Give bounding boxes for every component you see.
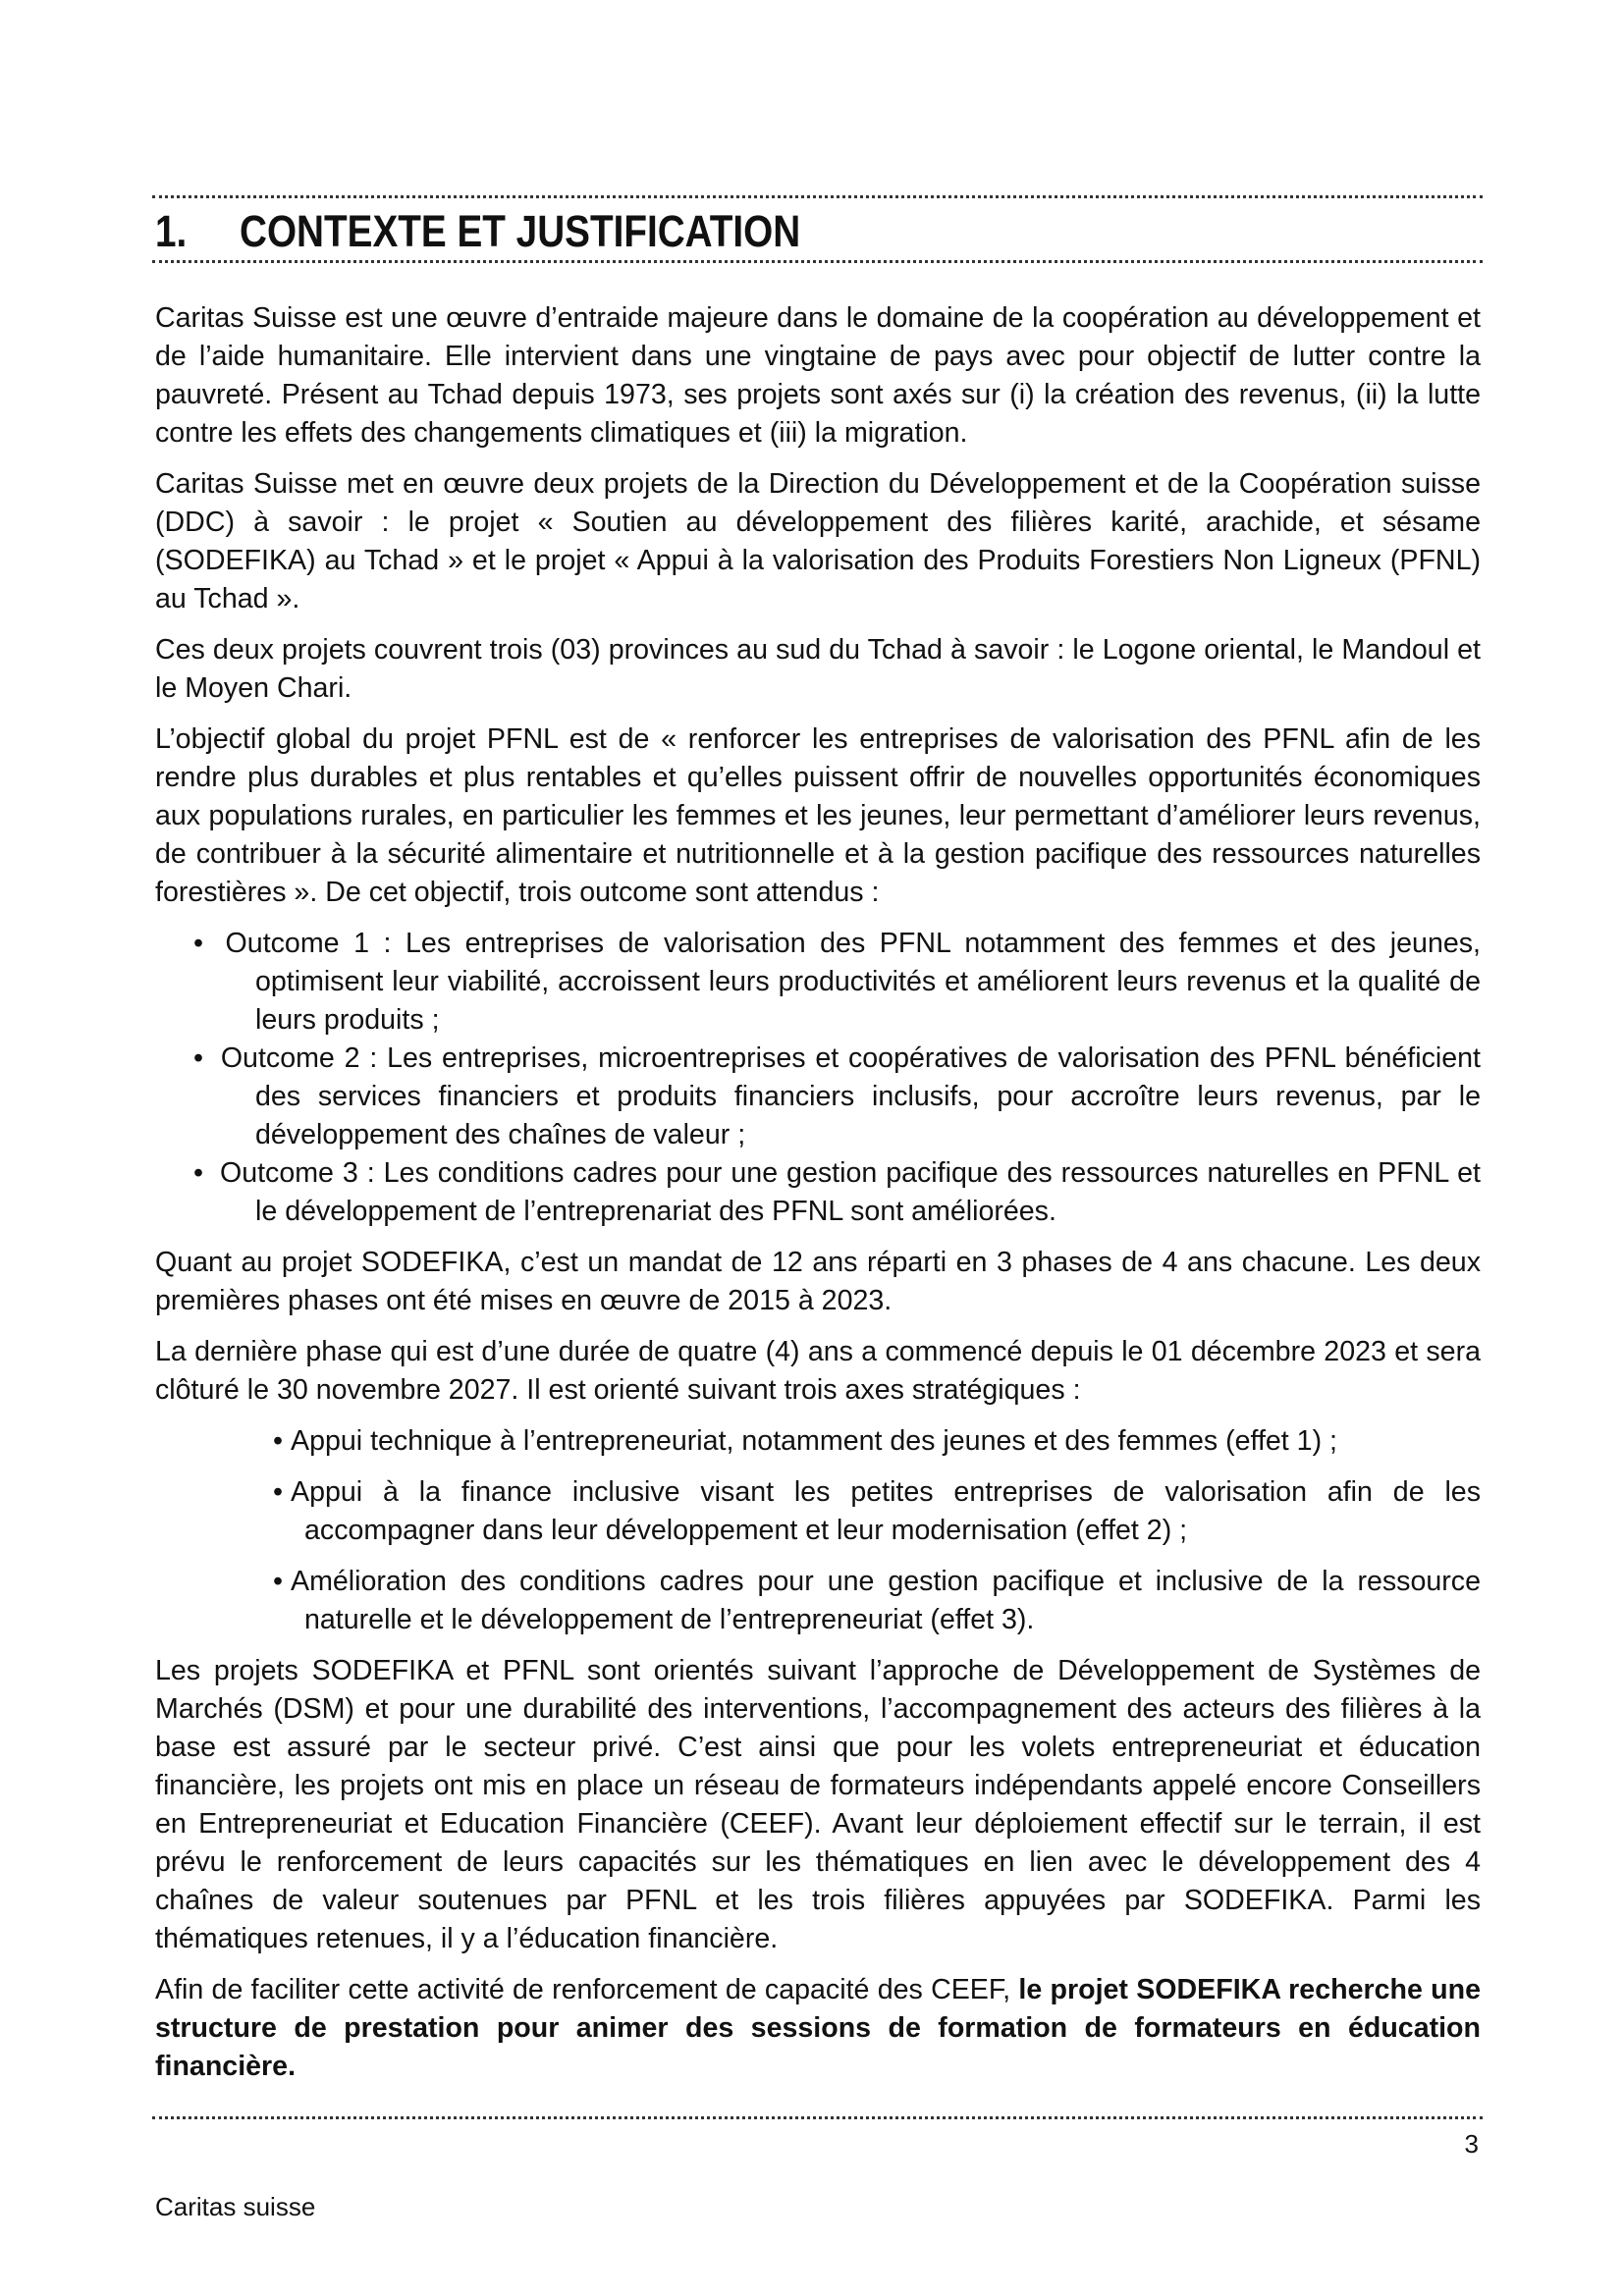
paragraph-caritas-intro: Caritas Suisse est une œuvre d’entraide majeure dans le domaine de la coopération au développement et de l’aide humanitaire. Elle intervient dans une vingtaine de pays avec pour objectif de lutter contre la pauvreté. Présent au Tchad depuis 1973, ses projets sont axés sur (i) la création des revenus, (ii) la lutte contre les effets des changements climatiques et (iii) la migration. [155, 302, 1481, 449]
axis-text: Appui à la finance inclusive visant les petites entreprises de valorisation afin de les accompagner dans leur développement et leur modernisation (effet 2) ; [291, 1476, 1481, 1546]
outcome-text: Outcome 3 : Les conditions cadres pour une gestion pacifique des ressources naturelles en PFNL et le développement de l’entreprenariat des PFNL sont améliorées. [219, 1157, 1481, 1227]
paragraph-ddc-projects: Caritas Suisse met en œuvre deux projets de la Direction du Développement et de la Coopération suisse (DDC) à savoir : le projet « Soutien au développement des filières karité, arachide, et sésame (SODEFIKA) au Tchad » et le projet « Appui à la valorisation des Produits Forestiers Non Ligneux (PFNL) au Tchad ». [155, 468, 1481, 614]
section-number: 1. [155, 206, 188, 256]
bullet-icon: • [193, 1042, 204, 1074]
bullet-icon: • [273, 1476, 284, 1508]
paragraph-dsm-approach: Les projets SODEFIKA et PFNL sont orientés suivant l’approche de Développement de Systèmes de Marchés (DSM) et pour une durabilité des interventions, l’accompagnement des acteurs des filières à la base est assuré par le secteur privé. C’est ainsi que pour les volets entrepreneuriat et éducation financière, les projets ont mis en place un réseau de formateurs indépendants appelé encore Conseillers en Entrepreneuriat et Education Financière (CEEF). Avant leur déploiement effectif sur le terrain, il est prévu le renforcement de leurs capacités sur les thématiques en lien avec le développement des 4 chaînes de valeur soutenues par PFNL et les trois filières appuyées par SODEFIKA. Parmi les thématiques retenues, il y a l’éducation financière. [155, 1655, 1481, 1954]
heading-bottom-rule [152, 260, 1483, 263]
section-title: CONTEXTE ET JUSTIFICATION [240, 206, 801, 256]
list-item [155, 1422, 1481, 1461]
footer-rule [152, 2116, 1483, 2119]
heading-top-rule [152, 195, 1483, 198]
request-bold-text: le projet SODEFIKA recherche une structure de prestation pour animer des sessions de formation de formateurs en éducation financière. [155, 1974, 1481, 2082]
axis-text: Appui technique à l’entrepreneuriat, notamment des jeunes et des femmes (effet 1) ; [291, 1425, 1337, 1457]
strategic-axes-list [155, 1422, 1481, 1639]
list-item [155, 1040, 1481, 1154]
paragraph-pfnl-objective: L’objectif global du projet PFNL est de « renforcer les entreprises de valorisation des PFNL afin de les rendre plus durables et plus rentables et qu’elles puissent offrir de nouvelles opportunités économiques aux populations rurales, en particulier les femmes et les jeunes, leur permettant d’améliorer leurs revenus, de contribuer à la sécurité alimentaire et nutritionnelle et à la gestion pacifique des ressources naturelles forestières ». De cet objectif, trois outcome sont attendus : [155, 723, 1481, 908]
bullet-icon: • [273, 1425, 284, 1457]
list-item [155, 1154, 1481, 1231]
bullet-icon: • [273, 1566, 284, 1597]
list-item [155, 925, 1481, 1040]
paragraph-last-phase: La dernière phase qui est d’une durée de quatre (4) ans a commencé depuis le 01 décembre 2023 et sera clôturé le 30 novembre 2027. Il est orienté suivant trois axes stratégiques : [155, 1336, 1481, 1406]
axis-text: Amélioration des conditions cadres pour une gestion pacifique et inclusive de la ressource naturelle et le développement de l’entrepreneuriat (effet 3). [291, 1566, 1481, 1635]
paragraph-provinces: Ces deux projets couvrent trois (03) provinces au sud du Tchad à savoir : le Logone oriental, le Mandoul et le Moyen Chari. [155, 634, 1481, 704]
page-number: 3 [1464, 2129, 1479, 2159]
section-heading [155, 204, 1253, 259]
paragraph-sodefika-mandate: Quant au projet SODEFIKA, c’est un mandat de 12 ans réparti en 3 phases de 4 ans chacune. Les deux premières phases ont été mises en œuvre de 2015 à 2023. [155, 1247, 1481, 1316]
outcomes-list [155, 925, 1481, 1231]
bullet-icon: • [193, 928, 204, 959]
footer-text: Caritas suisse [155, 2192, 316, 2221]
bullet-icon: • [193, 1157, 204, 1189]
outcome-text: Outcome 1 : Les entreprises de valorisation des PFNL notamment des femmes et des jeunes, optimisent leur viabilité, accroissent leurs productivités et améliorent leurs revenus et la qualité de leurs produits ; [225, 928, 1481, 1036]
paragraph-request [155, 1971, 1481, 2086]
list-item [155, 1563, 1481, 1639]
outcome-text: Outcome 2 : Les entreprises, microentreprises et coopératives de valorisation des PFNL bénéficient des services financiers et produits financiers inclusifs, pour accroître leurs revenus, par le développement des chaînes de valeur ; [220, 1042, 1481, 1150]
document-body [155, 299, 1481, 2099]
request-lead-text: Afin de faciliter cette activité de renforcement de capacité des CEEF, [155, 1974, 1019, 2005]
list-item [155, 1473, 1481, 1550]
